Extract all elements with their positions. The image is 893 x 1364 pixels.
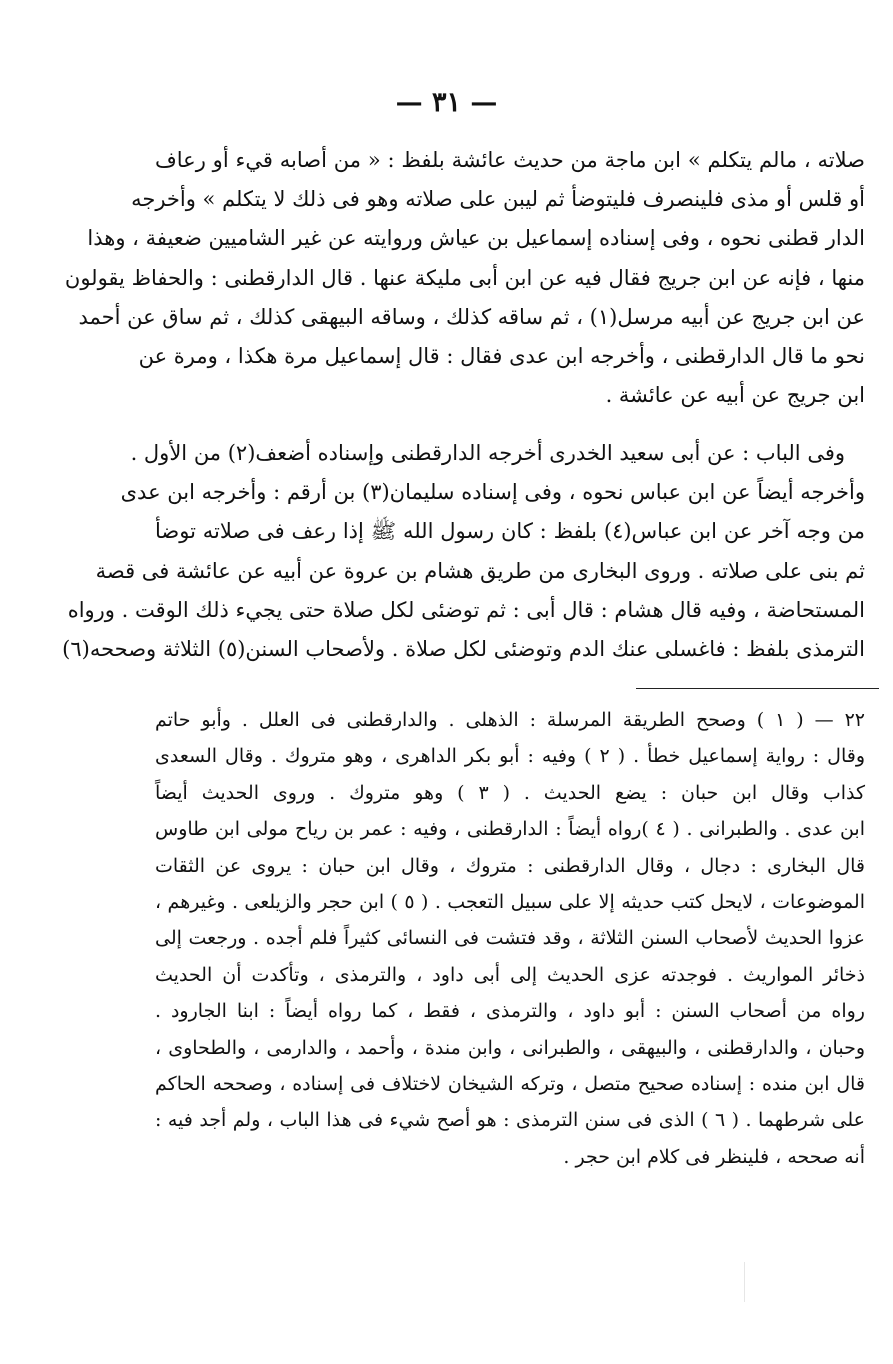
text-line: الترمذى بلفظ : فاغسلى عنك الدم وتوضئى لكل صلاة . ولأصحاب السنن(٥) الثلاثة وصححه(٦): [62, 636, 865, 661]
text-line: وفى الباب : عن أبى سعيد الخدرى أخرجه الدارقطنى وإسناده أضعف(٢) من الأول .: [130, 441, 845, 465]
main-text-paragraph-1: [64, 141, 865, 415]
text-line: نحو ما قال الدارقطنى ، وأخرجه ابن عدى فقال : قال إسماعيل مرة هكذا ، ومرة عن: [138, 343, 865, 368]
text-line: أو قلس أو مذى فلينصرف فليتوضأ ثم ليبن على صلاته وهو فى ذلك لا يتكلم » وأخرجه: [131, 187, 865, 212]
text-line: ثم بنى على صلاته . وروى البخارى من طريق هشام بن عروة عن أبيه عن عائشة فى قصة: [95, 558, 865, 583]
text-line: عن ابن جريج عن أبيه مرسل(١) ، ثم ساقه كذلك ، وساقه البيهقى كذلك ، ثم ساق عن أحمد: [78, 304, 865, 329]
footnote-line: أنه صححه ، فلينظر فى كلام ابن حجر .: [563, 1145, 865, 1168]
text-line: الدار قطنى نحوه ، وفى إسناده إسماعيل بن عياش وروايته عن غير الشاميين ضعيفة ، وهذا: [87, 226, 865, 251]
text-line: من وجه آخر عن ابن عباس(٤) بلفظ : كان رسول الله ﷺ إذا رعف فى صلاته توضأ: [155, 519, 865, 544]
footnotes: [155, 702, 865, 1175]
footnote-line: على شرطهما . ( ٦ ) الذى فى سنن الترمذى : هو أصح شيء فى هذا الباب ، ولم أجد فيه :: [155, 1109, 865, 1132]
footnote-line: ابن عدى . والطبرانى . ( ٤ )رواه أيضاً : الدارقطنى ، وفيه : عمر بن رياح مولى ابن طاوس: [155, 818, 865, 841]
footnote-line: كذاب وقال ابن حبان : يضع الحديث . ( ٣ ) وهو متروك . وروى الحديث أيضاً: [155, 781, 866, 804]
text-line: ابن جريج عن أبيه عن عائشة .: [605, 383, 865, 408]
footnote-line: وحبان ، والدارقطنى ، والبيهقى ، والطبرانى ، وابن مندة ، وأحمد ، والدارمى ، والطحاوى ،: [155, 1036, 865, 1059]
main-text-paragraph-2: [62, 434, 865, 669]
footnote-line: ٢٢ — ( ١ ) وصحح الطريقة المرسلة : الذهلى . والدارقطنى فى العلل . وأبو حاتم: [155, 709, 865, 731]
footnote-line: رواه من أصحاب السنن : أبو داود ، والترمذى ، فقط ، كما رواه أيضاً : ابنا الجارود .: [155, 1000, 865, 1023]
text-line: المستحاضة ، وفيه قال هشام : قال أبى : ثم توضئى لكل صلاة حتى يجيء ذلك الوقت . ورواه: [67, 597, 865, 622]
scan-artifact: [744, 1262, 745, 1302]
page-number: — ٣١ —: [395, 87, 498, 118]
footnote-line: ذخائر المواريث . فوجدته عزى الحديث إلى أبى داود ، والترمذى ، وتأكدت أن الحديث: [155, 963, 865, 986]
footnote-line: وقال : رواية إسماعيل خطأ . ( ٢ ) وفيه : أبو بكر الداهرى ، وهو متروك . وقال السعدى: [155, 745, 865, 768]
footnote-divider: [636, 688, 879, 689]
text-line: منها ، فإنه عن ابن جريج فقال فيه عن ابن أبى مليكة عنها . قال الدارقطنى : والحفاظ يقولون: [64, 265, 865, 290]
text-line: صلاته ، مالم يتكلم » ابن ماجة من حديث عائشة بلفظ : « من أصابه قيء أو رعاف: [155, 148, 865, 172]
footnote-line: الموضوعات ، لايحل كتب حديثه إلا على سبيل التعجب . ( ٥ ) ابن حجر والزيلعى . وغيرهم ،: [155, 890, 866, 913]
text-line: وأخرجه أيضاً عن ابن عباس نحوه ، وفى إسناده سليمان(٣) بن أرقم : وأخرجه ابن عدى: [120, 480, 865, 505]
footnote-line: عزوا الحديث لأصحاب السنن الثلاثة ، وقد فتشت فى النسائى كثيراً فلم أجده . ورجعت إلى: [155, 927, 865, 950]
footnote-line: قال البخارى : دجال ، وقال الدارقطنى : متروك ، وقال ابن حبان : يروى عن الثقات: [155, 854, 865, 877]
footnote-line: قال ابن منده : إسناده صحيح متصل ، وتركه الشيخان لاختلاف فى إسناده ، وصححه الحاكم: [155, 1072, 865, 1095]
